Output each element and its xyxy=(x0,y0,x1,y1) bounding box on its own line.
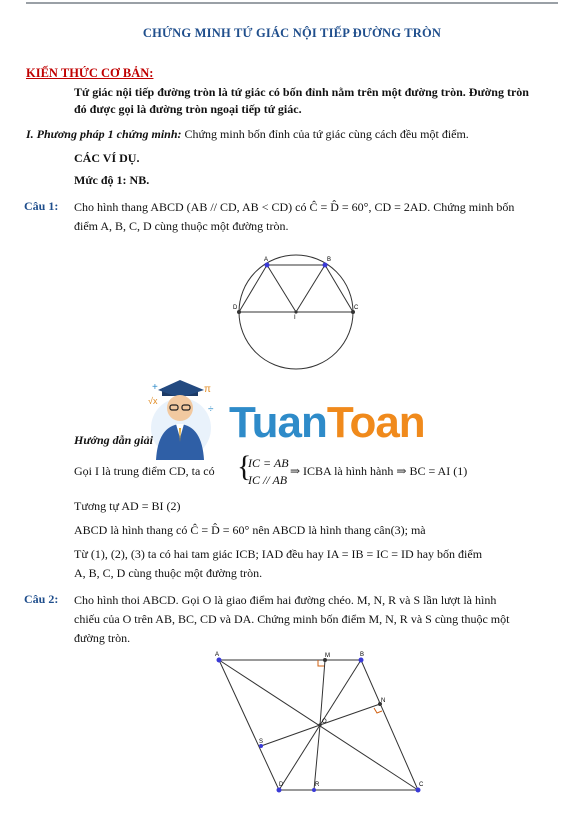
solution-line-2: Tương tự AD = BI (2) xyxy=(74,499,181,513)
question-2-line-2: chiếu của O trên AB, BC, CD và DA. Chứng minh bốn điểm M, N, R và S cùng thuộc một xyxy=(74,612,510,626)
label-D: D xyxy=(233,305,238,311)
solution-line-4: Từ (1), (2), (3) ta có hai tam giác ICB; IAD đều hay IA = IB = IC = ID hay bốn điểm xyxy=(74,547,483,561)
segment-OM xyxy=(320,660,325,725)
right-angle-M xyxy=(318,660,324,666)
pi-icon: π xyxy=(204,384,211,395)
section-heading: KIẾN THỨC CƠ BẢN: xyxy=(26,66,154,80)
segment-OR xyxy=(314,725,320,790)
page-title: CHỨNG MINH TỨ GIÁC NỘI TIẾP ĐƯỜNG TRÒN xyxy=(142,26,442,40)
solution-line-5: A, B, C, D cùng thuộc một đường tròn. xyxy=(74,566,263,580)
solution-line-1-post: ⇒ ICBA là hình hành ⇒ BC = AI (1) xyxy=(290,464,468,478)
definition-line-1: Tứ giác nội tiếp đường tròn là tứ giác có bốn đỉnh nằm trên một đường tròn. Đường tròn xyxy=(74,85,529,99)
label-B: B xyxy=(327,257,332,263)
watermark-part-2: Toan xyxy=(326,398,425,447)
question-2-line-1: Cho hình thoi ABCD. Gọi O là giao điểm hai đường chéo. M, N, R và S lần lượt là hình xyxy=(74,593,497,607)
segment-BC xyxy=(325,265,353,312)
figure-1-circle-trapezoid xyxy=(232,252,362,384)
system-brace: { xyxy=(237,450,252,483)
label-A: A xyxy=(264,257,269,263)
figure-2-rhombus xyxy=(205,650,440,800)
point-D xyxy=(277,788,282,793)
label-N: N xyxy=(381,698,386,704)
point-B xyxy=(359,658,364,663)
system-eq-1: IC = AB xyxy=(248,456,289,470)
question-1-line-1: Cho hình thang ABCD (AB // CD, AB < CD) có Ĉ = D̂ = 60°, CD = 2AD. Chứng minh bốn xyxy=(74,200,515,214)
divide-icon: ÷ xyxy=(208,404,214,415)
label-C: C xyxy=(354,305,359,311)
label-C: C xyxy=(419,782,424,788)
solution-line-1-pre: Gọi I là trung điểm CD, ta có xyxy=(74,464,215,478)
point-D xyxy=(237,310,241,314)
top-rule xyxy=(26,2,558,4)
examples-heading: CÁC VÍ DỤ. xyxy=(74,151,140,165)
label-D: D xyxy=(279,782,284,788)
point-R xyxy=(312,788,316,792)
face xyxy=(167,395,193,421)
math-symbol-icon: √x xyxy=(148,396,158,406)
point-B xyxy=(323,263,328,268)
watermark-wordmark xyxy=(229,398,425,448)
segment-AI xyxy=(267,265,296,312)
question-1-label: Câu 1: xyxy=(24,199,59,213)
level-heading: Mức độ 1: NB. xyxy=(74,173,150,187)
point-I xyxy=(294,310,297,313)
question-2-line-3: đường tròn. xyxy=(74,631,131,645)
method-label: I. Phương pháp 1 chứng minh: xyxy=(26,127,182,141)
right-angle-N xyxy=(374,708,382,713)
label-S: S xyxy=(259,739,264,745)
label-R: R xyxy=(315,782,320,788)
segment-OS xyxy=(261,725,320,746)
point-C xyxy=(416,788,421,793)
segment-ON xyxy=(320,704,380,725)
method-line xyxy=(26,126,469,143)
plus-icon: + xyxy=(152,382,158,393)
system-eq-2: IC // AB xyxy=(248,473,288,487)
solution-line-3: ABCD là hình thang có Ĉ = D̂ = 60° nên ABCD là hình thang cân(3); mà xyxy=(74,523,426,537)
label-B: B xyxy=(360,652,365,658)
question-1-line-2: điểm A, B, C, D cùng thuộc một đường tròn. xyxy=(74,219,289,233)
label-I: I xyxy=(294,315,296,321)
segment-BI xyxy=(296,265,325,312)
point-A xyxy=(265,263,270,268)
method-text: Chứng minh bốn đỉnh của tứ giác cùng cách đều một điểm. xyxy=(181,127,469,141)
label-M: M xyxy=(325,653,330,659)
segment-AD xyxy=(239,265,267,312)
solution-heading: Hướng dẫn giải xyxy=(74,433,153,447)
label-O: O xyxy=(322,719,327,725)
definition-line-2: đó được gọi là đường tròn ngoại tiếp tứ giác. xyxy=(74,102,302,116)
watermark-part-1: Tuan xyxy=(229,398,327,447)
question-2-label: Câu 2: xyxy=(24,592,59,606)
point-A xyxy=(217,658,222,663)
label-A: A xyxy=(215,652,220,658)
